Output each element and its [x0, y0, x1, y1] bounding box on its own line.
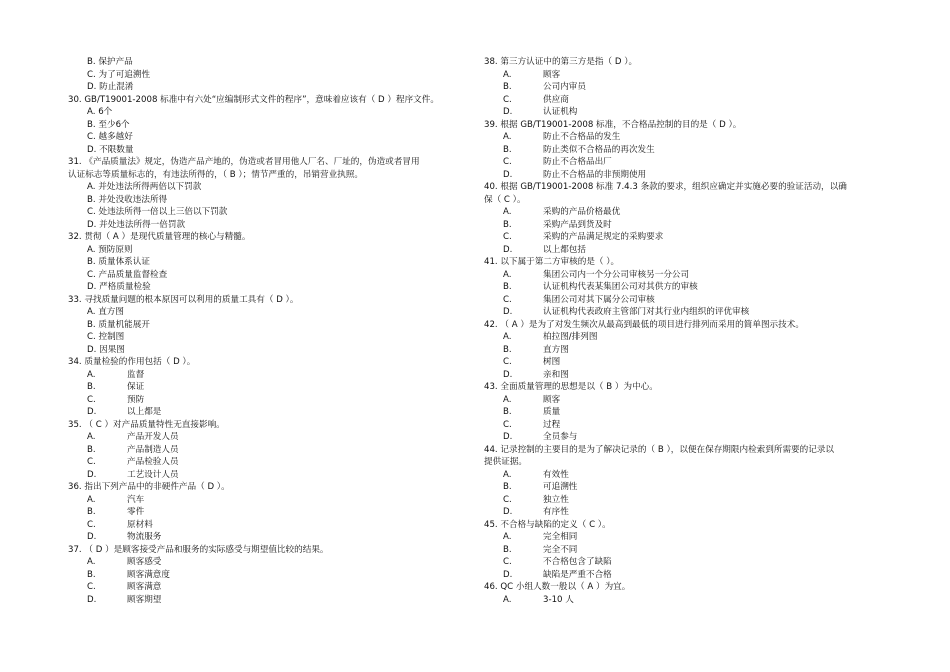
option-letter: D. [87, 532, 97, 542]
option-text: 顾客 [543, 394, 561, 405]
option-letter: C. [503, 357, 512, 367]
answer-option [68, 556, 468, 569]
option-text: 直方图 [543, 344, 569, 355]
option-letter: B. [87, 507, 96, 517]
option-text: 全员参与 [543, 432, 578, 442]
option-letter: C. [503, 94, 512, 105]
answer-option [484, 106, 884, 119]
option-text: 产品质量监督检查 [98, 269, 168, 280]
answer-option [68, 69, 468, 82]
answer-option [484, 306, 884, 319]
option-text: 质量机能展开 [98, 319, 150, 330]
option-letter: B. [503, 407, 512, 417]
option-letter: B. [503, 482, 512, 492]
option-text: 完全不同 [543, 544, 578, 555]
answer-option [68, 594, 468, 607]
option-text: 保证 [127, 382, 145, 392]
option-letter: C. [503, 557, 512, 567]
option-text: 认证机构 [543, 107, 578, 117]
option-text: 不合格包含了缺陷 [543, 557, 612, 567]
option-text: 产品检验人员 [127, 457, 179, 467]
option-text: 缺陷是严重不合格 [543, 569, 612, 580]
option-text: 顾客期望 [127, 594, 162, 605]
option-text: 物流服务 [127, 532, 162, 542]
option-letter: B. [503, 544, 512, 555]
option-text: 认证机构代表某集团公司对其供方的审核 [543, 282, 698, 292]
option-text: 顾客满意度 [127, 569, 170, 580]
option-text: 3-10 人 [543, 594, 574, 605]
option-text: 产品开发人员 [127, 432, 179, 442]
question-line: 41. 以下属于第二方审核的是（ ）。 [484, 257, 620, 267]
answer-option [484, 494, 884, 507]
option-letter: B. [503, 282, 512, 292]
option-letter: A. [503, 394, 512, 405]
answer-option [68, 81, 468, 94]
answer-option [68, 494, 468, 507]
option-letter: B. [87, 119, 96, 130]
question-line: 30. GB/T19001-2008 标准中有六处“应编制形式文件的程序”，意味着应该有（ D ）程序文件。 [68, 94, 439, 105]
answer-option [484, 244, 884, 257]
option-text: 严格质量检验 [99, 282, 151, 292]
answer-option [484, 419, 884, 432]
option-letter: D. [503, 107, 513, 117]
answer-option [68, 206, 468, 219]
option-text: 工艺设计人员 [127, 469, 179, 480]
answer-option [68, 394, 468, 407]
option-text: 零件 [127, 507, 145, 517]
option-text: 顾客满意 [127, 582, 162, 592]
option-text: 采购的产品价格最优 [543, 207, 621, 217]
answer-option [68, 369, 468, 382]
option-letter: D. [503, 507, 513, 517]
option-text: 采购产品到货及时 [543, 219, 612, 230]
option-letter: A. [87, 182, 96, 192]
option-letter: C. [503, 419, 512, 430]
option-letter: A. [87, 369, 96, 380]
option-text: 处违法所得一倍以上三倍以下罚款 [98, 207, 228, 217]
question-line: 提供证据。 [484, 457, 527, 467]
question-line: 37. （ D ）是顾客接受产品和服务的实际感受与期望值比较的结果。 [68, 544, 329, 555]
option-text: 采购的产品满足规定的采购要求 [543, 232, 664, 242]
option-letter: A. [503, 332, 512, 342]
option-text: 并处违法所得两倍以下罚款 [98, 182, 202, 192]
option-letter: C. [503, 494, 512, 505]
answer-option [484, 481, 884, 494]
option-letter: B. [87, 382, 96, 392]
option-letter: C. [87, 269, 96, 280]
answer-option [68, 194, 468, 207]
question-line: 36. 指出下列产品中的非硬件产品（ D ）。 [68, 482, 230, 492]
option-letter: C. [87, 69, 96, 80]
option-letter: C. [503, 157, 512, 167]
answer-option [68, 144, 468, 157]
option-text: 预防 [127, 394, 145, 405]
option-text: 以上都是 [127, 407, 162, 417]
question-line: 31. 《产品质量法》规定，伪造产品产地的，伪造或者冒用他人厂名、厂址的，伪造或者冒用 [68, 157, 420, 167]
option-text: 供应商 [543, 94, 569, 105]
option-letter: B. [87, 257, 96, 267]
answer-option [484, 131, 884, 144]
option-letter: B. [87, 194, 96, 205]
answer-option [484, 156, 884, 169]
option-text: 产品制造人员 [127, 444, 179, 455]
option-text: 原材料 [127, 519, 153, 530]
answer-option [484, 269, 884, 282]
option-text: 直方图 [98, 307, 124, 317]
option-letter: D. [87, 219, 97, 230]
answer-option [484, 506, 884, 519]
question-line: 46. QC 小组人数一般以（ A ）为宜。 [484, 582, 631, 592]
option-text: 预防原则 [98, 244, 133, 255]
option-text: 顾客感受 [127, 557, 162, 567]
option-text: 集团公司对其下属分公司审核 [543, 294, 655, 305]
answer-option [68, 281, 468, 294]
option-letter: C. [87, 207, 96, 217]
answer-option [484, 331, 884, 344]
option-text: 有序性 [543, 507, 569, 517]
option-letter: A. [87, 557, 96, 567]
option-letter: C. [87, 132, 96, 142]
option-text: 以上都包括 [543, 244, 586, 255]
answer-option [484, 394, 884, 407]
answer-option [68, 531, 468, 544]
answer-option [484, 469, 884, 482]
answer-option [68, 344, 468, 357]
option-letter: B. [503, 82, 512, 92]
option-text: 过程 [543, 419, 561, 430]
answer-option [484, 431, 884, 444]
option-letter: D. [503, 169, 513, 180]
option-text: 可追溯性 [543, 482, 578, 492]
answer-option [484, 344, 884, 357]
option-letter: A. [87, 244, 96, 255]
option-text: 亲和图 [543, 369, 569, 380]
option-text: 监督 [127, 369, 145, 380]
question-line: 45. 不合格与缺陷的定义（ C ）。 [484, 519, 611, 530]
option-letter: D. [503, 432, 513, 442]
option-text: 防止类似不合格品的再次发生 [543, 144, 655, 155]
question-line: 33. 寻找质量问题的根本原因可以利用的质量工具有（ D ）。 [68, 294, 299, 305]
option-letter: B. [87, 444, 96, 455]
option-text: 至少6个 [98, 119, 130, 130]
option-text: 防止不合格品出厂 [543, 157, 612, 167]
option-text: 质量体系认证 [98, 257, 150, 267]
option-text: 6个 [98, 107, 113, 117]
option-letter: A. [503, 269, 512, 280]
option-letter: A. [87, 432, 96, 442]
option-letter: C. [503, 294, 512, 305]
answer-option [484, 294, 884, 307]
option-text: 越多越好 [98, 132, 133, 142]
option-letter: C. [87, 394, 96, 405]
option-text: 并处违法所得一倍罚款 [99, 219, 186, 230]
answer-option [68, 469, 468, 482]
option-letter: B. [503, 144, 512, 155]
question-line: 32. 贯彻（ A ）是现代质量管理的核心与精髓。 [68, 232, 251, 242]
option-letter: D. [503, 369, 513, 380]
option-letter: D. [87, 344, 97, 355]
option-letter: A. [87, 494, 96, 505]
answer-option [484, 231, 884, 244]
answer-option [68, 269, 468, 282]
answer-option [68, 319, 468, 332]
question-line: 43. 全面质量管理的思想是以（ B ）为中心。 [484, 382, 658, 392]
answer-option [484, 569, 884, 582]
option-letter: A. [87, 107, 96, 117]
option-letter: D. [87, 144, 97, 155]
option-letter: C. [87, 457, 96, 467]
question-line: 40. 根据 GB/T19001-2008 标准 7.4.3 条款的要求，组织应确定并实施必要的验证活动，以确 [484, 182, 847, 192]
answer-option [68, 444, 468, 457]
option-text: 独立性 [543, 494, 569, 505]
answer-option [68, 306, 468, 319]
answer-option [484, 594, 884, 607]
answer-option [68, 256, 468, 269]
option-letter: C. [87, 519, 96, 530]
answer-option [484, 544, 884, 557]
option-text: 控制图 [98, 332, 125, 342]
option-letter: D. [87, 282, 97, 292]
option-letter: B. [87, 569, 96, 580]
option-text: 质量 [543, 407, 561, 417]
option-text: 不限数量 [99, 144, 134, 155]
answer-option [68, 431, 468, 444]
option-text: 为了可追溯性 [98, 69, 151, 80]
answer-option [68, 569, 468, 582]
option-letter: D. [87, 594, 97, 605]
answer-option [68, 581, 468, 594]
option-letter: A. [503, 69, 512, 80]
answer-option [484, 531, 884, 544]
option-letter: C. [87, 582, 96, 592]
answer-option [68, 456, 468, 469]
option-text: 完全相同 [543, 532, 578, 542]
answer-option [484, 81, 884, 94]
question-line: 34. 质量检验的作用包括（ D ）。 [68, 357, 196, 367]
question-line: 35. （ C ）对产品质量特性无直接影响。 [68, 419, 225, 430]
option-letter: D. [503, 244, 513, 255]
option-letter: A. [503, 594, 512, 605]
question-line: 44. 记录控制的主要目的是为了解决记录的（ B ），以便在保存期限内检索到所需要的记录以 [484, 444, 835, 455]
question-line: 42. （ A ）是为了对发生频次从最高到最低的项目进行排列而采用的简单图示技术。 [484, 319, 804, 330]
answer-option [484, 281, 884, 294]
answer-option [68, 56, 468, 69]
option-text: 因果图 [99, 344, 125, 355]
option-text: 防止混淆 [99, 82, 134, 92]
answer-option [68, 519, 468, 532]
answer-option [484, 169, 884, 182]
option-letter: D. [87, 469, 97, 480]
option-text: 有效性 [543, 469, 569, 480]
answer-option [484, 69, 884, 82]
answer-option [68, 131, 468, 144]
answer-option [68, 244, 468, 257]
option-letter: C. [87, 332, 96, 342]
option-text: 并处没收违法所得 [98, 194, 168, 205]
answer-option [68, 406, 468, 419]
right-column [484, 56, 884, 606]
answer-option [484, 219, 884, 232]
question-line: 38. 第三方认证中的第三方是指（ D ）。 [484, 57, 638, 67]
answer-option [484, 556, 884, 569]
option-text: 防止不合格品的发生 [543, 132, 621, 142]
answer-option [68, 106, 468, 119]
answer-option [68, 181, 468, 194]
option-letter: D. [503, 569, 513, 580]
option-letter: B. [503, 219, 512, 230]
option-text: 柏拉图/排列图 [543, 332, 598, 342]
question-line: 保（ C ）。 [484, 194, 526, 205]
answer-option [484, 406, 884, 419]
answer-option [68, 219, 468, 232]
option-text: 认证机构代表政府主管部门对其行业内组织的评优审核 [543, 307, 750, 317]
option-letter: A. [87, 307, 96, 317]
option-text: 防止不合格品的非预期使用 [543, 169, 647, 180]
option-letter: D. [503, 307, 513, 317]
question-line: 认证标志等质量标志的，有违法所得的，（ B ）；情节严重的，吊销营业执照。 [68, 169, 363, 180]
option-letter: D. [87, 407, 97, 417]
option-letter: C. [503, 232, 512, 242]
option-text: 集团公司内一个分公司审核另一分公司 [543, 269, 690, 280]
option-text: 树图 [543, 357, 561, 367]
answer-option [484, 356, 884, 369]
option-letter: A. [503, 469, 512, 480]
option-letter: A. [503, 207, 512, 217]
option-letter: B. [87, 57, 96, 67]
answer-option [68, 381, 468, 394]
option-text: 保护产品 [98, 57, 133, 67]
answer-option [484, 94, 884, 107]
option-letter: B. [87, 319, 96, 330]
question-line: 39. 根据 GB/T19001-2008 标准，不合格品控制的目的是（ D ）。 [484, 119, 742, 130]
answer-option [484, 144, 884, 157]
option-text: 公司内审员 [543, 82, 586, 92]
option-letter: A. [503, 532, 512, 542]
option-text: 顾客 [543, 69, 561, 80]
answer-option [68, 119, 468, 132]
answer-option [484, 369, 884, 382]
answer-option [68, 331, 468, 344]
left-column [68, 56, 468, 606]
option-text: 汽车 [127, 494, 145, 505]
option-letter: A. [503, 132, 512, 142]
option-letter: B. [503, 344, 512, 355]
option-letter: D. [87, 82, 97, 92]
answer-option [484, 206, 884, 219]
answer-option [68, 506, 468, 519]
